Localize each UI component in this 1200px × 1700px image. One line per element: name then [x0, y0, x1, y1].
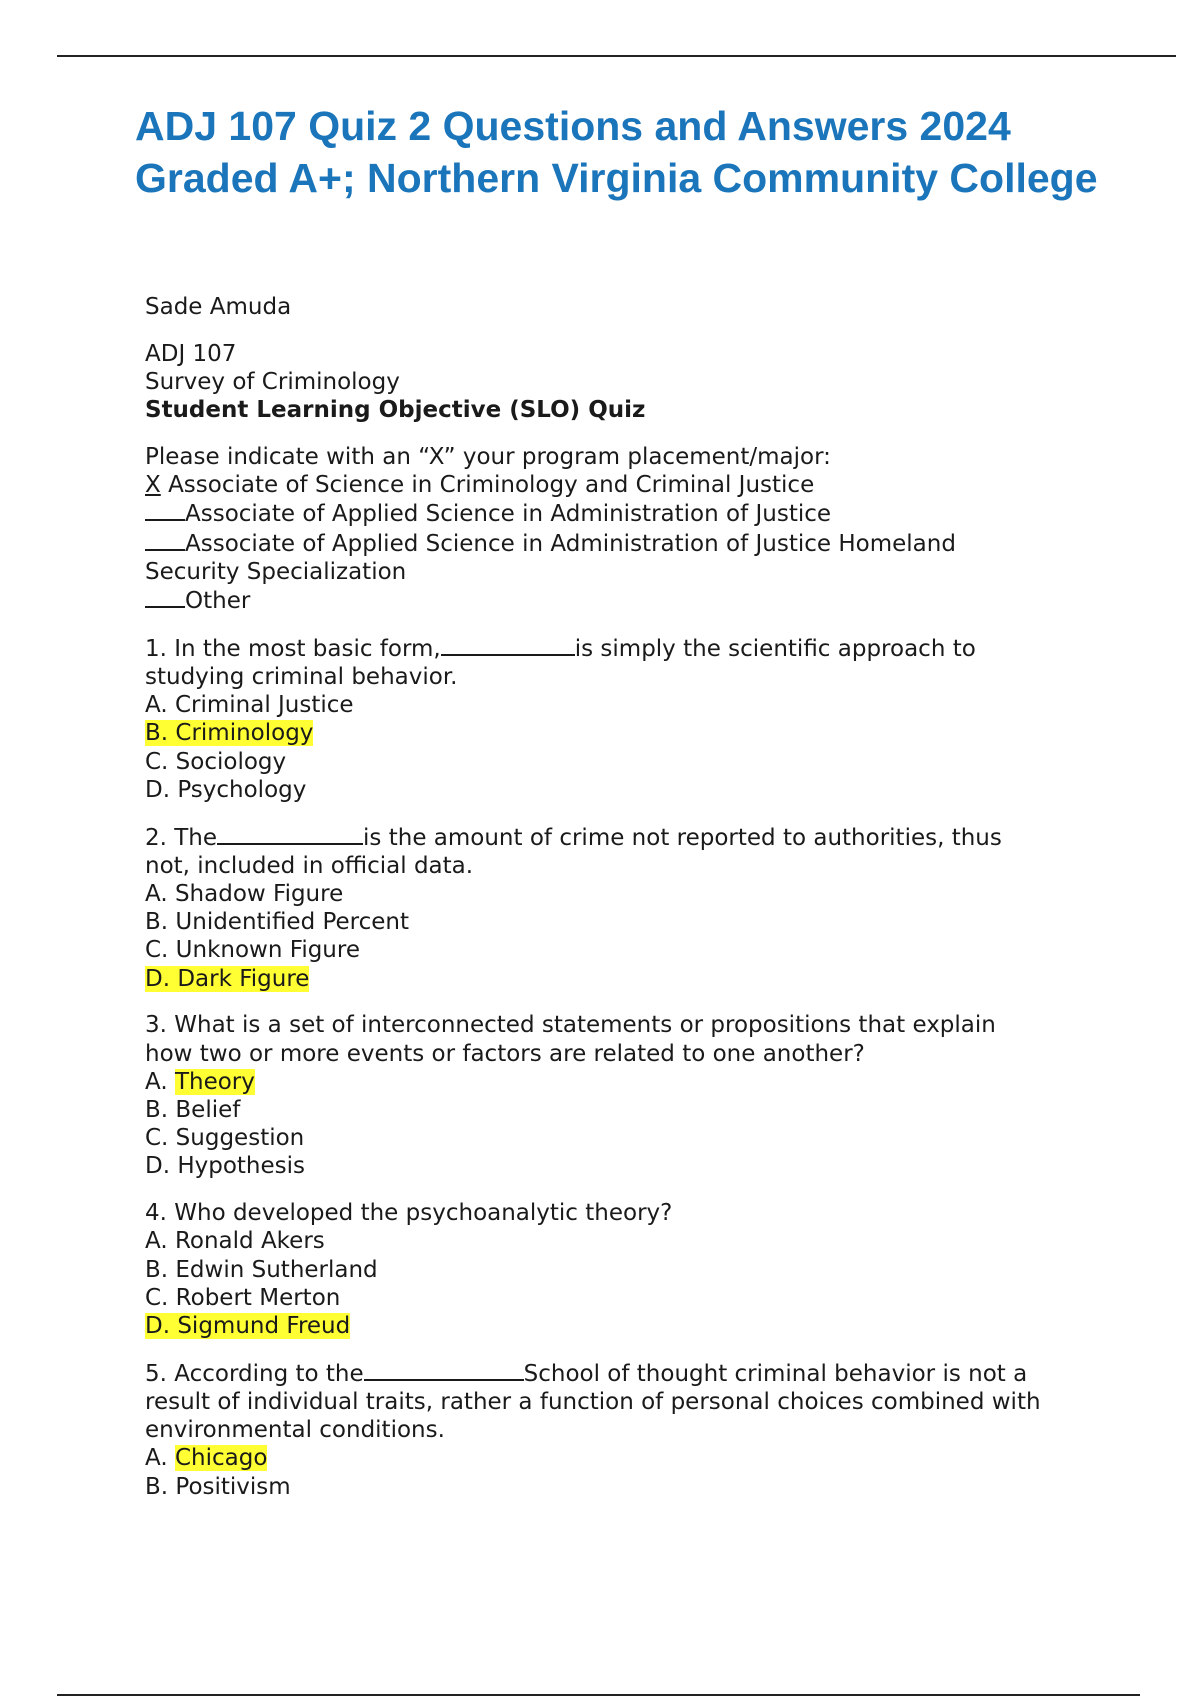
choice-prefix: A.: [145, 1445, 168, 1472]
choice-d-correct: [145, 965, 1105, 993]
placement-prompt: Please indicate with an “X” your program placement/major:: [145, 444, 831, 470]
question-4: [145, 1199, 1105, 1340]
choice-c: C. Robert Merton: [145, 1284, 341, 1311]
course-code: ADJ 107: [145, 340, 237, 367]
choice-c: C. Unknown Figure: [145, 937, 360, 964]
student-name: Sade Amuda: [145, 294, 292, 320]
question-5: [145, 1359, 1105, 1501]
stem-text: 2. The: [145, 824, 218, 851]
placement-option: [145, 586, 1105, 615]
blank-line: [145, 499, 185, 521]
selected-mark: X: [145, 472, 161, 499]
stem-text: is simply the scientific approach to: [574, 635, 976, 662]
placement-option: [145, 529, 1105, 558]
choice-b-correct: [145, 719, 1105, 747]
question-2: [145, 823, 1105, 993]
choice-a: A. Criminal Justice: [145, 692, 354, 719]
question-stem-continued: not, included in official data.: [145, 852, 474, 879]
placement-option-label: Associate of Applied Science in Administration of Justice Homeland: [185, 530, 956, 557]
choice-b: B. Edwin Sutherland: [145, 1256, 378, 1283]
choice-d: D. Psychology: [145, 776, 307, 803]
student-name-block: [145, 293, 1105, 321]
placement-option-selected: [145, 471, 1105, 499]
document-title: ADJ 107 Quiz 2 Questions and Answers 2024 Graded A+; Northern Virginia Community College: [135, 103, 1098, 201]
question-stem-continued: studying criminal behavior.: [145, 664, 458, 691]
choice-a: A. Shadow Figure: [145, 881, 344, 908]
stem-text: is the amount of crime not reported to authorities, thus: [363, 824, 1002, 851]
placement-block: [145, 443, 1105, 615]
choice-c: C. Suggestion: [145, 1125, 305, 1152]
choice-prefix: A.: [145, 1068, 168, 1095]
question-stem: 4. Who developed the psychoanalytic theory?: [145, 1200, 673, 1227]
placement-option-label: Other: [185, 588, 251, 615]
choice-d-correct: [145, 1312, 1105, 1340]
blank-line: [145, 586, 185, 608]
highlighted-answer: D. Sigmund Freud: [145, 1313, 351, 1340]
answer-blank: [364, 1359, 524, 1381]
top-rule: [57, 55, 1176, 57]
question-stem: [145, 1359, 1105, 1388]
choice-b: B. Unidentified Percent: [145, 909, 410, 936]
question-stem-continued: how two or more events or factors are related to one another?: [145, 1040, 865, 1067]
choice-b: B. Positivism: [145, 1473, 291, 1500]
quiz-title: Student Learning Objective (SLO) Quiz: [145, 397, 646, 424]
choice-a: A. Ronald Akers: [145, 1228, 325, 1255]
placement-option: [145, 499, 1105, 528]
course-name: Survey of Criminology: [145, 369, 400, 395]
highlighted-answer: B. Criminology: [145, 720, 314, 747]
stem-text: 5. According to the: [145, 1360, 364, 1387]
question-stem: [145, 823, 1105, 852]
bottom-rule: [57, 1694, 1140, 1696]
highlighted-answer: D. Dark Figure: [145, 965, 310, 992]
question-stem-continued: result of individual traits, rather a function of personal choices combined with: [145, 1389, 1041, 1416]
highlighted-answer: Theory: [174, 1068, 255, 1095]
answer-blank: [217, 823, 363, 845]
question-stem: [145, 634, 1105, 663]
question-3: [145, 1011, 1105, 1180]
highlighted-answer: Chicago: [174, 1445, 268, 1472]
document-body: [145, 293, 1105, 1519]
choice-d: D. Hypothesis: [145, 1153, 306, 1180]
stem-text: 1. In the most basic form,: [145, 635, 441, 662]
question-stem: 3. What is a set of interconnected statements or propositions that explain: [145, 1012, 996, 1039]
stem-text: School of thought criminal behavior is not a: [523, 1360, 1028, 1387]
placement-option-continued: Security Specialization: [145, 558, 407, 585]
placement-option-label: Associate of Applied Science in Administration of Justice: [185, 501, 832, 528]
placement-option-label: Associate of Science in Criminology and Criminal Justice: [168, 472, 815, 499]
question-1: [145, 634, 1105, 804]
choice-c: C. Sociology: [145, 748, 287, 775]
answer-blank: [441, 634, 575, 656]
course-info-block: [145, 340, 1105, 425]
choice-a-correct: [145, 1068, 1105, 1096]
blank-line: [145, 529, 185, 551]
question-stem-continued: environmental conditions.: [145, 1417, 445, 1444]
choice-b: B. Belief: [145, 1097, 241, 1124]
choice-a-correct: [145, 1444, 1105, 1472]
